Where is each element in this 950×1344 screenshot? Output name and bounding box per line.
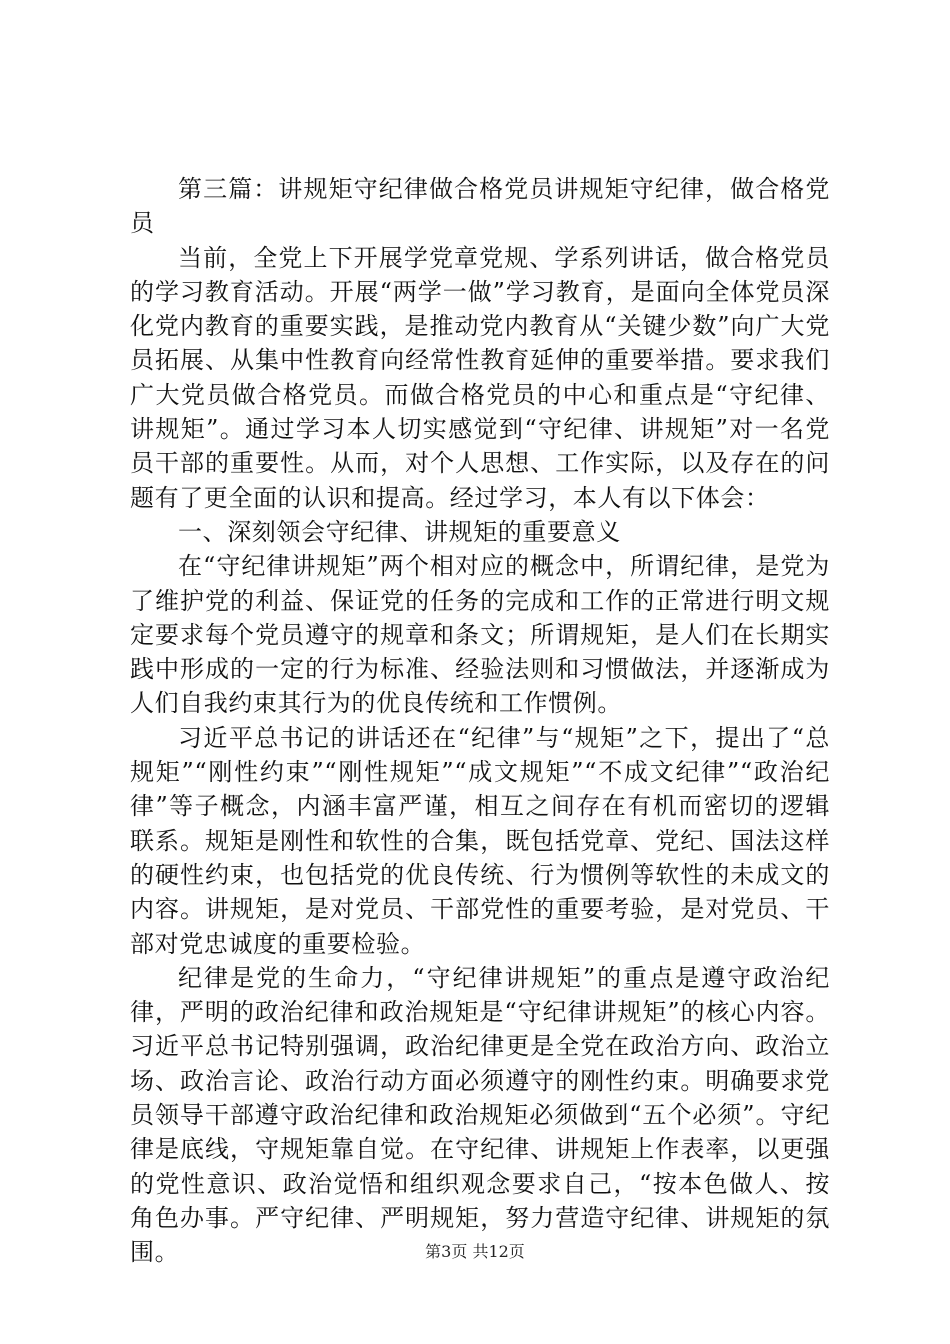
paragraph-political-discipline: 纪律是党的生命力，“守纪律讲规矩”的重点是遵守政治纪律，严明的政治纪律和政治规矩是“守纪律讲规矩”的核心内容。习近平总书记特别强调，政治纪律更是全党在政治方向、政治立场、政治言论、政治行动方面必须遵守的刚性约束。明确要求党员领导干部遵守政治纪律和政治规矩必须做到“五个必须”。守纪律是底线，守规矩靠自觉。在守纪律、讲规矩上作表率，以更强的党性意识、政治觉悟和组织观念要求自己，“按本色做人、按角色办事。严守纪律、严明规矩，努力营造守纪律、讲规矩的氛围。 [130,963,830,1267]
document-body [130,172,830,1270]
paragraph-definitions: 在“守纪律讲规矩”两个相对应的概念中，所谓纪律，是党为了维护党的利益、保证党的任务的完成和工作的正常进行明文规定要求每个党员遵守的规章和条文；所谓规矩，是人们在长期实践中形成的一定的行为标准、经验法则和习惯做法，并逐渐成为人们自我约束其行为的优良传统和工作惯例。 [130,552,830,718]
document-title: 第三篇：讲规矩守纪律做合格党员讲规矩守纪律，做合格党员 [130,175,830,238]
paragraph-concepts: 习近平总书记的讲话还在“纪律”与“规矩”之下，提出了“总规矩”“刚性约束”“刚性规矩”“成文规矩”“不成文纪律”“政治纪律”等子概念，内涵丰富严谨，相互之间存在有机而密切的逻辑联系。规矩是刚性和软性的合集，既包括党章、党纪、国法这样的硬性约束，也包括党的优良传统、行为惯例等软性的未成文的内容。讲规矩，是对党员、干部党性的重要考验，是对党员、干部对党忠诚度的重要检验。 [130,723,830,958]
paragraph-intro: 当前，全党上下开展学党章党规、学系列讲话，做合格党员的学习教育活动。开展“两学一做”学习教育，是面向全体党员深化党内教育的重要实践，是推动党内教育从“关键少数”向广大党员拓展、从集中性教育向经常性教育延伸的重要举措。要求我们广大党员做合格党员。而做合格党员的中心和重点是“守纪律、讲规矩”。通过学习本人切实感觉到“守纪律、讲规矩”对一名党员干部的重要性。从而，对个人思想、工作实际，以及存在的问题有了更全面的认识和提高。经过学习，本人有以下体会： [130,243,830,512]
section-heading: 一、深刻领会守纪律、讲规矩的重要意义 [178,517,621,546]
page-number-footer: 第3页 共12页 [425,1242,525,1261]
